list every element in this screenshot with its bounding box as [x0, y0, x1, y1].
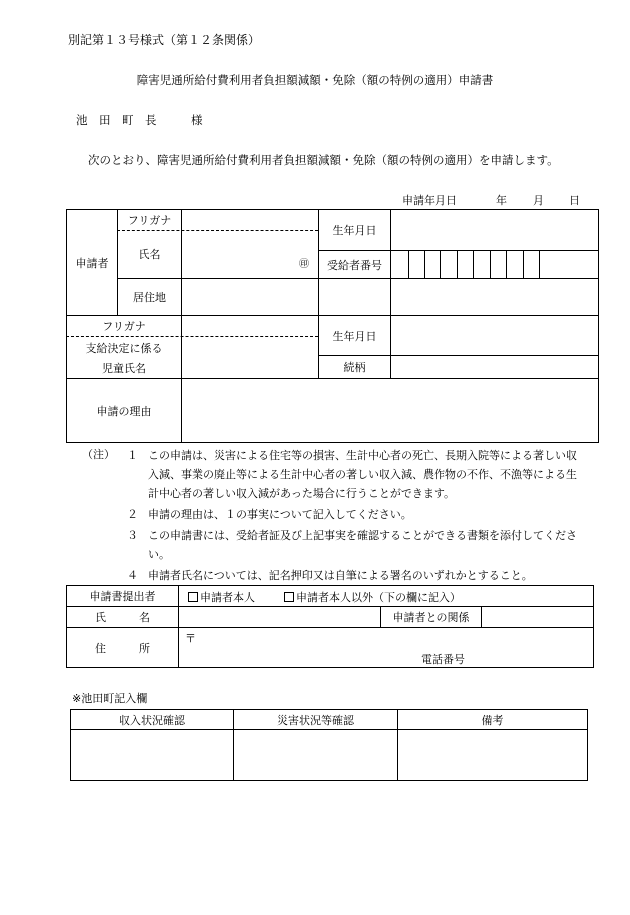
application-date-month: 月: [533, 194, 544, 207]
note-text: 申請の理由は、１の事実について記入してください。: [148, 508, 412, 521]
birthdate-label: 生年月日: [332, 224, 377, 237]
relationship-field[interactable]: [391, 356, 598, 378]
child-birthdate-field[interactable]: [391, 316, 598, 355]
submitter-name-field[interactable]: [179, 607, 379, 627]
addressee: 池 田 町 長 様: [76, 113, 203, 127]
applicant-address-field[interactable]: [182, 279, 598, 314]
application-date-day: 日: [569, 194, 580, 207]
furigana-label: フリガナ: [127, 214, 172, 227]
office-use-label: ※池田町記入欄: [72, 692, 148, 705]
note-item: [70, 446, 590, 506]
child-name-label-line1: 支給決定に係る: [85, 341, 163, 355]
reason-label: 申請の理由: [96, 404, 152, 418]
child-birthdate-label: 生年月日: [332, 329, 377, 343]
option-self-label: 申請者本人: [200, 591, 255, 604]
submitter-label: 申請書提出者: [89, 590, 156, 603]
application-date-label: 申請年月日: [402, 194, 457, 207]
checkbox-icon[interactable]: [284, 592, 294, 602]
recipient-number-field[interactable]: [391, 251, 538, 278]
page-title: 障害児通所給付費利用者負担額減額・免除（額の特例の適用）申請書: [136, 73, 494, 87]
child-name-field[interactable]: [182, 337, 317, 377]
notes-label: （注）: [82, 448, 115, 461]
note-item: [70, 505, 590, 525]
child-name-label-line2: 児童氏名: [102, 361, 146, 375]
applicant-name-field[interactable]: [182, 232, 292, 277]
relationship-label: 続柄: [343, 361, 366, 374]
name-label: 氏名: [138, 248, 161, 261]
note-text: この申請書には、受給者証及び上記事実を確認することができる書類を添付してください。: [148, 529, 577, 561]
postal-mark: 〒: [185, 632, 196, 645]
relation-label: 申請者との関係: [392, 611, 470, 624]
note-item: [70, 526, 590, 566]
application-date-year: 年: [496, 194, 507, 207]
note-number: １: [127, 449, 138, 462]
option-self[interactable]: [188, 589, 255, 605]
child-furigana-field[interactable]: [182, 316, 317, 335]
relation-field[interactable]: [482, 607, 593, 627]
submitter-address-label: 住 所: [95, 641, 150, 655]
col-remarks: 備考: [481, 713, 504, 727]
col-income-check: 収入状況確認: [119, 713, 185, 727]
address-label: 居住地: [133, 291, 166, 304]
checkbox-icon[interactable]: [188, 592, 198, 602]
note-number: ４: [127, 569, 138, 582]
col-disaster-check: 災害状況等確認: [277, 713, 354, 727]
intro-text: 次のとおり、障害児通所給付費利用者負担額減額・免除（額の特例の適用）を申請します。: [88, 153, 559, 167]
applicant-section-label: 申請者: [75, 256, 109, 270]
option-other[interactable]: [284, 589, 461, 605]
reason-field[interactable]: [182, 379, 598, 442]
recipient-number-label: 受給者番号: [327, 258, 382, 272]
seal-mark: ㊞: [299, 259, 309, 270]
phone-label: 電話番号: [421, 653, 465, 666]
note-text: この申請は、災害による住宅等の損害、生計中心者の死亡、長期入院等による著しい収入減、事業の廃止等による生計中心者の著しい収入減、農作物の不作、不漁等による生計中心者の著しい収入減があった場合に行うことができます。: [148, 449, 577, 500]
submitter-address-field[interactable]: [200, 628, 590, 666]
note-number: ３: [127, 529, 138, 542]
form-id: 別記第１３号様式（第１２条関係）: [68, 33, 261, 47]
option-other-label: 申請者本人以外（下の欄に記入）: [296, 591, 461, 604]
note-text: 申請者氏名については、記名押印又は自筆による署名のいずれかとすること。: [148, 569, 533, 582]
applicant-birthdate-field[interactable]: [391, 210, 598, 250]
applicant-furigana-field[interactable]: [182, 210, 317, 229]
note-item: [70, 566, 590, 586]
child-furigana-label: フリガナ: [102, 320, 146, 333]
submitter-name-label: 氏 名: [95, 611, 150, 624]
note-number: ２: [127, 508, 138, 521]
